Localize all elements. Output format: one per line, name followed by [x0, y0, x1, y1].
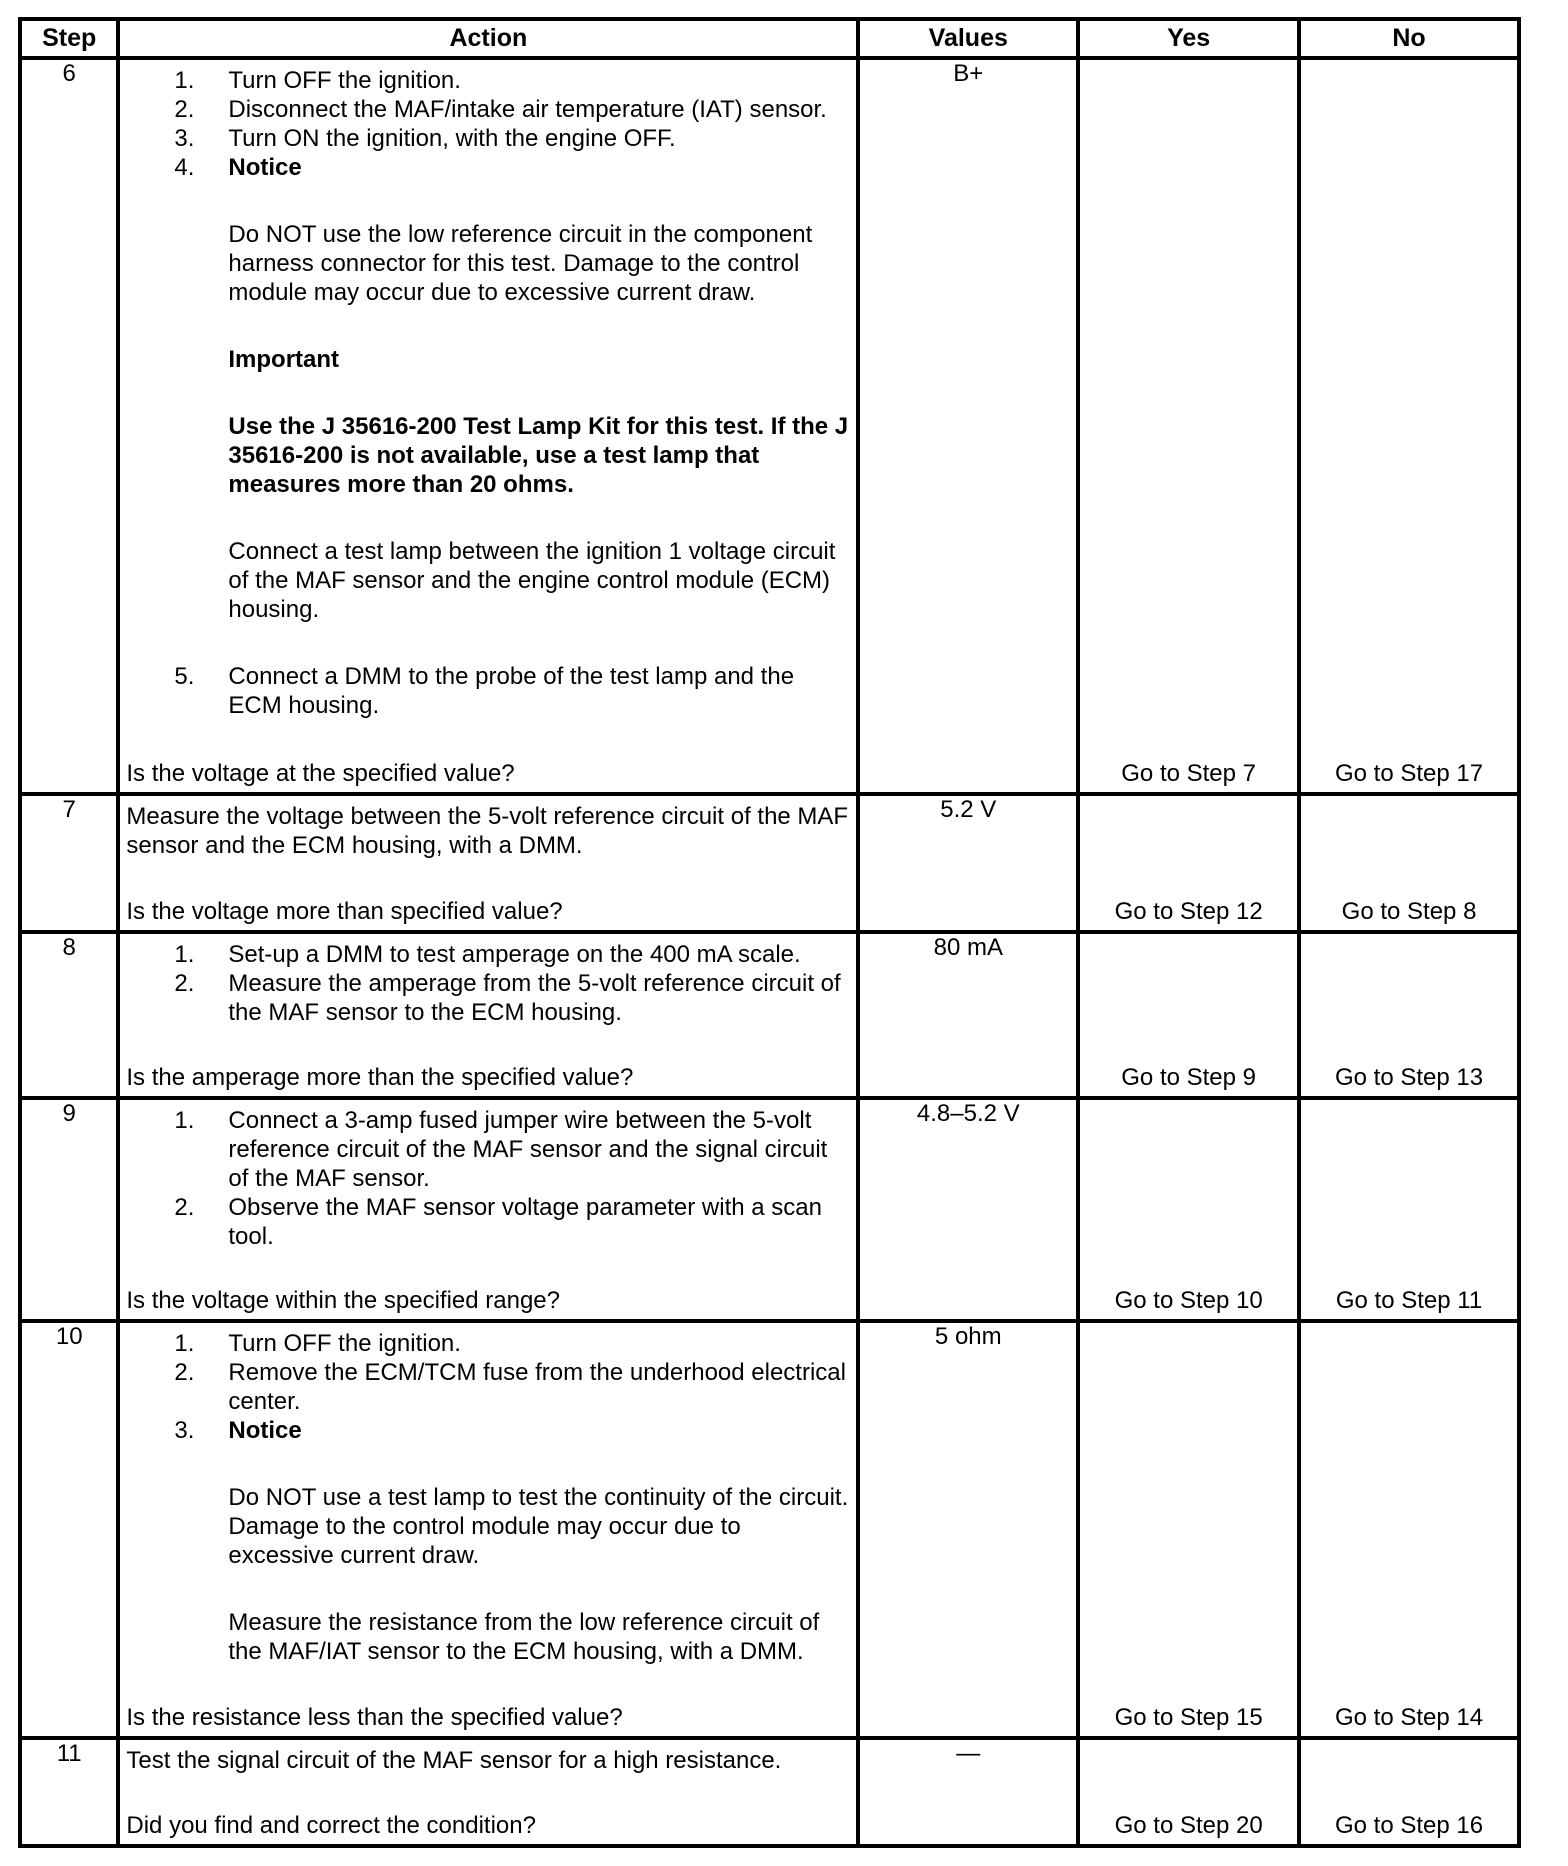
header-step: Step [20, 19, 118, 58]
list-item: 2. Disconnect the MAF/intake air temperature (IAT) sensor. [174, 96, 827, 123]
step-number: 7 [20, 794, 118, 932]
table-row-step-8 [20, 932, 1519, 1098]
header-row [20, 19, 1519, 58]
step-number: 9 [20, 1098, 118, 1321]
yes-cell [1078, 794, 1299, 932]
no-goto-link[interactable]: Go to Step 17 [1334, 760, 1484, 788]
header-no: No [1299, 19, 1519, 58]
no-cell [1299, 1098, 1519, 1321]
header-yes: Yes [1078, 19, 1299, 58]
important-label: Important [228, 346, 340, 373]
yes-cell [1078, 932, 1299, 1098]
action-text: Test the signal circuit of the MAF sensor for a high resistance. [126, 1747, 782, 1775]
yes-goto-link[interactable]: Go to Step 20 [1114, 1812, 1263, 1839]
measure-text: Measure the resistance from the low reference circuit of the MAF/IAT sensor to the ECM housing, with a DMM. [228, 1608, 820, 1665]
list-item: 1. Turn OFF the ignition. [174, 67, 461, 94]
question-text: Is the voltage at the specified value? [126, 760, 515, 788]
yes-goto-link[interactable]: Go to Step 9 [1121, 1063, 1257, 1091]
yes-goto-link[interactable]: Go to Step 7 [1121, 760, 1257, 788]
step-number: 10 [20, 1321, 118, 1739]
value-cell: — [858, 1738, 1078, 1846]
action-text: Measure the voltage between the 5-volt reference circuit of the MAF sensor and the ECM housing, with a DMM. [126, 803, 849, 860]
value-cell: 5 ohm [858, 1321, 1078, 1739]
yes-goto-link[interactable]: Go to Step 12 [1114, 897, 1263, 925]
action-cell [118, 58, 858, 794]
table-row-step-9 [20, 1098, 1519, 1321]
yes-goto-link[interactable]: Go to Step 10 [1114, 1286, 1263, 1314]
yes-cell [1078, 1098, 1299, 1321]
notice-text: Do NOT use the low reference circuit in the component harness connector for this test. Damage to the control module may occur due to excessive current draw. [228, 221, 813, 306]
list-item: 4. Notice Do NOT use the low reference circuit in the component harness connector for this test. Damage to the control module may occur due to excessive current draw. Important Use the J 35616-200 Test Lamp Kit for this test. If the J 35616-200 is not available, use a test lamp that measures more than 20 ohms. Connect a test lamp between the ignition 1 voltage circuit of the MAF sensor and the engine control module (ECM) housing. [126, 153, 852, 624]
no-cell [1299, 932, 1519, 1098]
no-cell [1299, 794, 1519, 932]
table-row-step-6 [20, 58, 1519, 794]
question-text: Is the resistance less than the specified value? [126, 1704, 623, 1732]
list-item: 1. Turn OFF the ignition. [174, 1329, 461, 1357]
action-cell [118, 932, 858, 1098]
notice-text: Do NOT use a test lamp to test the continuity of the circuit. Damage to the control module may occur due to excessive current draw. [228, 1483, 849, 1569]
table-row-step-10 [20, 1321, 1519, 1739]
yes-cell [1078, 1738, 1299, 1846]
no-goto-link[interactable]: Go to Step 11 [1335, 1286, 1483, 1314]
list-item: 5. Connect a DMM to the probe of the test lamp and the ECM housing. [174, 663, 795, 719]
value-cell: 5.2 V [858, 794, 1078, 932]
list-item: 2. Observe the MAF sensor voltage parameter with a scan tool. [174, 1193, 822, 1250]
table-row-step-7 [20, 794, 1519, 932]
action-cell [118, 794, 858, 932]
step-number: 8 [20, 932, 118, 1098]
list-item: 1. Set-up a DMM to test amperage on the 400 mA scale. [174, 940, 801, 968]
yes-goto-link[interactable]: Go to Step 15 [1114, 1704, 1263, 1732]
yes-cell [1078, 58, 1299, 794]
question-text: Is the amperage more than the specified value? [126, 1063, 634, 1091]
step-number: 6 [20, 58, 118, 794]
diagnostic-table [18, 17, 1521, 1848]
question-text: Is the voltage within the specified range? [126, 1286, 560, 1314]
list-item: 3. Notice Do NOT use a test lamp to test the continuity of the circuit. Damage to the control module may occur due to excessive current draw. Measure the resistance from the low reference circuit of the MAF/IAT sensor to the ECM housing, with a DMM. [126, 1416, 852, 1666]
value-cell: 80 mA [858, 932, 1078, 1098]
header-action: Action [118, 19, 858, 58]
question-text: Did you find and correct the condition? [126, 1812, 536, 1839]
list-item: 2. Measure the amperage from the 5-volt reference circuit of the MAF sensor to the ECM housing. [174, 969, 841, 1026]
no-goto-link[interactable]: Go to Step 14 [1334, 1704, 1484, 1732]
action-cell [118, 1098, 858, 1321]
action-cell [118, 1738, 858, 1846]
question-text: Is the voltage more than specified value? [126, 897, 563, 925]
no-cell [1299, 1738, 1519, 1846]
no-goto-link[interactable]: Go to Step 8 [1341, 897, 1477, 925]
action-cell [118, 1321, 858, 1739]
notice-label: Notice [228, 1416, 302, 1444]
no-goto-link[interactable]: Go to Step 13 [1334, 1063, 1484, 1091]
table-row-step-11 [20, 1738, 1519, 1846]
no-cell [1299, 1321, 1519, 1739]
value-cell: 4.8–5.2 V [858, 1098, 1078, 1321]
value-cell: B+ [858, 58, 1078, 794]
notice-label: Notice [228, 154, 302, 181]
yes-cell [1078, 1321, 1299, 1739]
list-item: 1. Connect a 3-amp fused jumper wire between the 5-volt reference circuit of the MAF sensor and the signal circuit of the MAF sensor. [174, 1106, 828, 1192]
no-cell [1299, 58, 1519, 794]
important-text: Use the J 35616-200 Test Lamp Kit for this test. If the J 35616-200 is not available, use a test lamp that measures more than 20 ohms. [228, 413, 849, 498]
connect-text: Connect a test lamp between the ignition 1 voltage circuit of the MAF sensor and the engine control module (ECM) housing. [228, 538, 836, 623]
step-number: 11 [20, 1738, 118, 1846]
list-item: 3. Turn ON the ignition, with the engine OFF. [174, 125, 676, 152]
list-item: 2. Remove the ECM/TCM fuse from the underhood electrical center. [174, 1358, 846, 1415]
header-values: Values [858, 19, 1078, 58]
no-goto-link[interactable]: Go to Step 16 [1334, 1812, 1484, 1839]
